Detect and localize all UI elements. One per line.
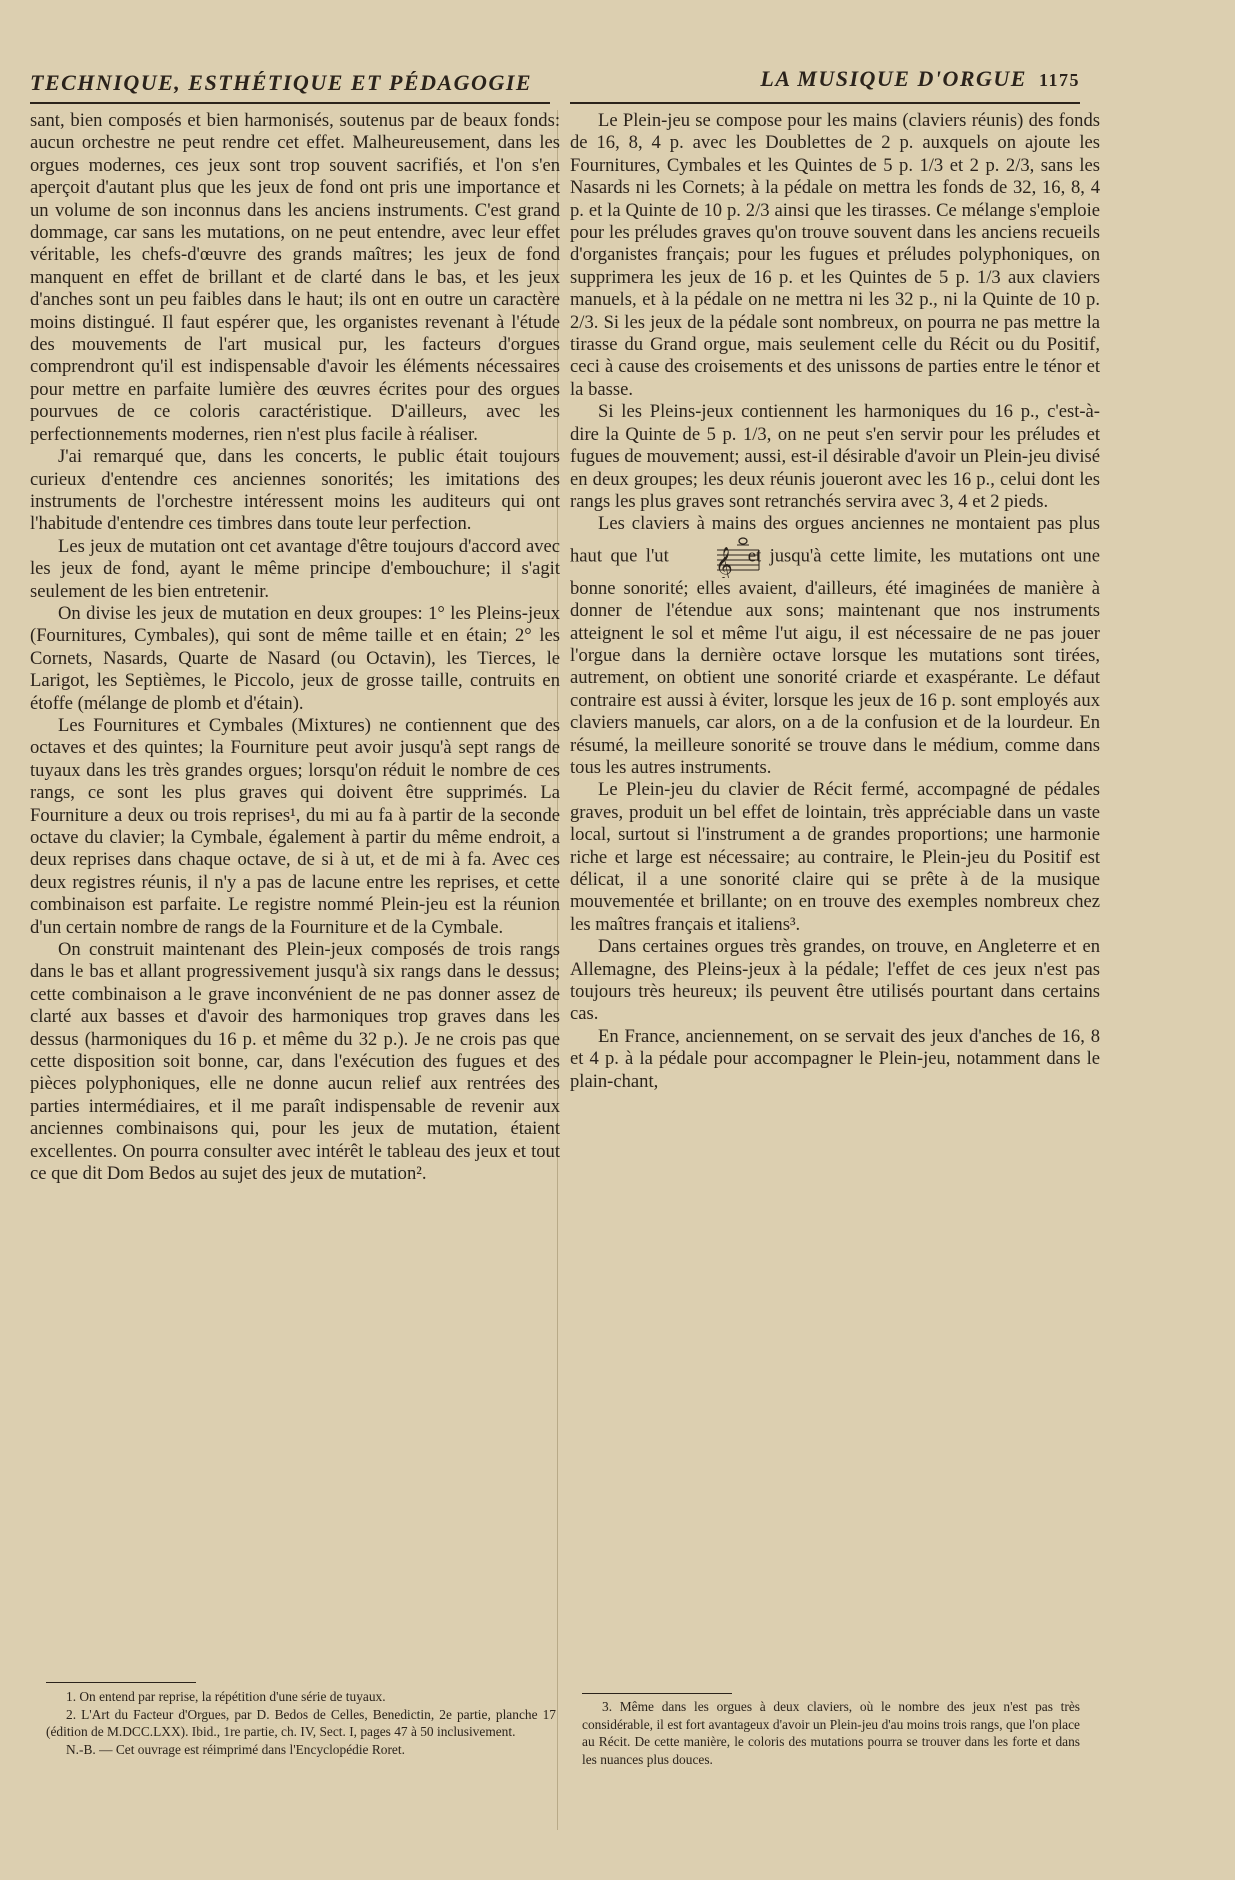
paragraph bbox=[570, 513, 1100, 779]
paragraph: On construit maintenant des Plein-jeux composés de trois rangs dans le bas et allant progressivement jusqu'à six rangs dans le dessus; cette combinaison a le grave inconvénient de ne pas donner assez de clarté aux basses et d'avoir des harmoniques trop graves dans les dessus (harmoniques du 16 p. et même du 32 p.). Je ne crois pas que cette disposition soit bonne, car, dans l'exécution des fugues et des pièces polyphoniques, elle ne donne aucun relief aux rentrées des parties intermédiaires, et il me paraît indispensable de revenir aux anciennes combinaisons qui, pour les jeux de mutation, étaient excellentes. On pourra consulter avec intérêt le tableau des jeux et tout ce que dit Dom Bedos au sujet des jeux de mutation². bbox=[30, 939, 560, 1185]
paragraph: J'ai remarqué que, dans les concerts, le public était toujours curieux d'entendre ces anciennes sonorités; les imitations des instruments de l'orchestre intéressent moins les auditeurs qui ont l'habitude d'entendre ces timbres dans toute leur perfection. bbox=[30, 446, 560, 535]
paragraph: Les jeux de mutation ont cet avantage d'être toujours d'accord avec les jeux de fond, ayant le même principe d'embouchure; il s'agit seulement de les bien entretenir. bbox=[30, 535, 560, 602]
right-column bbox=[570, 110, 1100, 1093]
paragraph: Si les Pleins-jeux contiennent les harmoniques du 16 p., c'est-à-dire la Quinte de 5 p. 1/3, on ne peut s'en servir pour les préludes et fugues de mouvement; aussi, est-il désirable d'avoir un Plein-jeu divisé en deux groupes; les deux réunis joueront avec les 16 p., celui dont les rangs les plus graves sont retranchés servira avec 3, 4 et 2 pieds. bbox=[570, 401, 1100, 512]
paragraph: Le Plein-jeu se compose pour les mains (claviers réunis) des fonds de 16, 8, 4 p. avec les Doublettes de 2 p. auxquels on ajoute les Fournitures, Cymbales et les Quintes de 5 p. 1/3 et 2 p. 2/3, sans les Nasards ni les Cornets; à la pédale on mettra les fonds de 32, 16, 8, 4 p. et la Quinte de 10 p. 2/3 ainsi que les tirasses. Ce mélange s'emploie pour les préludes graves qu'on trouve souvent dans les anciens recueils d'organistes français; pour les fugues et préludes polyphoniques, on supprimera les jeux de 16 p. et les Quintes de 5 p. 1/3 aux claviers manuels, et à la pédale on ne mettra ni les 32 p., ni la Quinte de 10 p. 2/3. Si les jeux de la pédale sont nombreux, on pourra ne pas mettre la tirasse du Grand orgue, mais seulement celle du Récit ou du Positif, ceci à cause des croisements et des unissons de parties entre le ténor et la basse. bbox=[570, 110, 1100, 400]
paragraph: sant, bien composés et bien harmonisés, soutenus par de beaux fonds: aucun orchestre ne peut rendre cet effet. Malheureusement, dans les orgues modernes, ces jeux sont trop souvent sacrifiés, et l'on s'en aperçoit d'autant plus que les jeux de fond ont pris une importance et un volume de son inconnus dans les anciens instruments. C'est grand dommage, car sans les mutations, on ne peut entendre, avec leur effet véritable, les chefs-d'œuvre des grands maîtres; les jeux de fond manquent en effet de brillant et de clarté dans le bas, et les jeux d'anches sont un peu faibles dans le haut; ils ont en outre un caractère moins distingué. Il faut espérer que, les organistes revenant à l'étude des mouvements de l'art musical pur, les facteurs d'orgues comprendront qu'il est indispensable d'avoir les éléments nécessaires pour mettre en parfaite lumière des œuvres écrites pour des orgues pourvues de ce coloris caractéristique. D'ailleurs, avec les perfectionnements modernes, rien n'est plus facile à réaliser. bbox=[30, 110, 560, 445]
paragraph: Les Fournitures et Cymbales (Mixtures) ne contiennent que des octaves et des quintes; la Fourniture peut avoir jusqu'à sept rangs de tuyaux dans les très grandes orgues; lorsqu'on réduit le nombre de ces rangs, ce sont les plus graves qui doivent être supprimés. La Fourniture a deux ou trois reprises¹, du mi au fa à partir de la seconde octave du clavier; la Cymbale, également à partir du même endroit, a deux reprises dans chaque octave, de si à ut, et de mi à fa. Avec ces deux registres réunis, il n'y a pas de lacune entre les reprises, et cette combinaison est parfaite. Le registre nommé Plein-jeu est la réunion d'un certain nombre de rangs de la Fourniture et de la Cymbale. bbox=[30, 714, 560, 938]
header-right-title bbox=[760, 66, 1080, 92]
svg-text:𝄞: 𝄞 bbox=[715, 546, 733, 578]
paragraph: Dans certaines orgues très grandes, on trouve, en Angleterre et en Allemagne, des Pleins-jeux à la pédale; l'effet de ces jeux n'est pas toujours très heureux; ils peuvent être utilisés pourtant dans certains cas. bbox=[570, 936, 1100, 1025]
left-column bbox=[30, 110, 560, 1186]
paragraph: En France, anciennement, on se servait des jeux d'anches de 16, 8 et 4 p. à la pédale pour accompagner le Plein-jeu, notamment dans le plain-chant, bbox=[570, 1025, 1100, 1092]
treble-staff-icon bbox=[683, 536, 733, 578]
footnote-rule-right bbox=[582, 1693, 732, 1694]
footnote: N.-B. — Cet ouvrage est réimprimé dans l'Encyclopédie Roret. bbox=[66, 1741, 405, 1757]
paragraph: On divise les jeux de mutation en deux groupes: 1° les Pleins-jeux (Fournitures, Cymbales), qui sont de même taille et en étain; 2° les Cornets, Nasards, Quarte de Nasard (ou Octavin), les Tierces, le Larigot, les Septièmes, le Piccolo, jeux de grosse taille, contruits en étoffe (mélange de plomb et d'étain). bbox=[30, 602, 560, 714]
paragraph-text: et jusqu'à cette limite, les mutations ont une bonne sonorité; elles avaient, d'ailleurs, été imaginées de manière à donner de l'étendue aux sons; maintenant que nos instruments atteignent le sol et même l'ut aigu, il est nécessaire de ne pas jouer l'orgue dans la dernière octave lorsque les mutations sont tirées, autrement, on obtient une sonorité criarde et exaspérante. Le défaut contraire est aussi à éviter, lorsque les jeux de 16 p. sont employés aux claviers manuels, car alors, on a de la confusion et de la lourdeur. En résumé, la meilleure sonorité se trouve dans le médium, comme dans tous les autres instruments. bbox=[570, 544, 1100, 778]
footnote: 2. L'Art du Facteur d'Orgues, par D. Bedos de Celles, Benedictin, 2e partie, planche 17 (édition de M.DCC.LXX). Ibid., 1re partie, ch. IV, Sect. I, pages 47 à 50 inclusivement. bbox=[46, 1706, 556, 1740]
footnote: 1. On entend par reprise, la répétition d'une série de tuyaux. bbox=[66, 1689, 386, 1704]
left-footnotes bbox=[46, 1688, 556, 1758]
paragraph: Le Plein-jeu du clavier de Récit fermé, accompagné de pédales graves, produit un bel effet de lointain, très appréciable dans un vaste local, surtout si l'instrument a de grandes proportions; une harmonie riche et large est nécessaire; au contraire, le Plein-jeu du Positif est délicat, il a une sonorité claire qui se prête à de la musique mouvementée et brillante; on en trouve des exemples nombreux chez les maîtres français et italiens³. bbox=[570, 779, 1100, 935]
paragraph-text: Les claviers à mains des orgues anciennes ne montaient pas plus haut que l'ut bbox=[570, 513, 1100, 566]
header-left-title: TECHNIQUE, ESTHÉTIQUE ET PÉDAGOGIE bbox=[30, 70, 533, 95]
footnote-rule-left bbox=[46, 1682, 196, 1683]
page-number: 1175 bbox=[1038, 70, 1080, 90]
running-header bbox=[30, 66, 1080, 102]
header-right-text: LA MUSIQUE D'ORGUE bbox=[760, 66, 1027, 91]
header-rule-left bbox=[30, 102, 550, 104]
footnote: 3. Même dans les orgues à deux claviers, où le nombre des jeux n'est pas très considérable, il est fort avantageux d'avoir un Plein-jeu d'au moins trois rangs, que l'on place au Récit. De cette manière, le coloris des mutations pourra se trouver dans les forte et dans les nuances plus douces. bbox=[582, 1699, 1080, 1767]
right-footnotes bbox=[582, 1698, 1080, 1768]
header-rule-right bbox=[570, 102, 1080, 104]
